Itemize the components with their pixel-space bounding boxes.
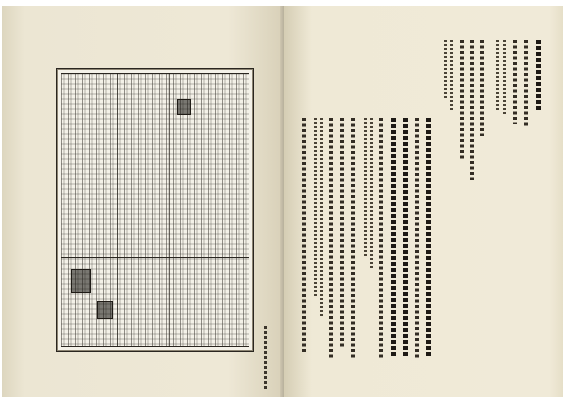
left-running-head <box>30 50 90 57</box>
right-page-body-text <box>284 6 285 7</box>
text-column <box>351 118 355 358</box>
plate-seal-stamp <box>177 99 191 115</box>
plate-bottom-rule <box>61 346 249 347</box>
plate-caption-text <box>260 326 261 327</box>
text-column <box>444 40 447 100</box>
plate-caption-column <box>264 326 267 390</box>
text-column <box>470 40 474 180</box>
text-column <box>329 118 333 358</box>
plate-top-rule <box>61 73 249 74</box>
text-column <box>370 118 373 268</box>
text-column <box>320 118 323 318</box>
text-column <box>364 118 367 258</box>
text-column <box>426 118 431 358</box>
text-column <box>403 118 408 358</box>
plate-column-rule <box>169 73 170 347</box>
text-column <box>340 118 344 348</box>
text-column <box>536 40 541 112</box>
plate-caption <box>260 326 272 396</box>
plate-seal-stamp <box>97 301 113 319</box>
plate-seal-stamp <box>71 269 91 293</box>
text-column <box>314 118 317 298</box>
scanned-document-plate <box>56 68 254 352</box>
plate-column-rule <box>117 73 118 347</box>
plate-text-texture <box>61 73 249 347</box>
open-book-spread <box>2 6 563 397</box>
text-column <box>379 118 383 358</box>
text-column <box>496 40 499 110</box>
right-page <box>284 6 563 397</box>
text-column <box>460 40 464 160</box>
text-column <box>503 40 506 116</box>
text-column <box>513 40 517 124</box>
text-column <box>480 40 484 136</box>
text-column <box>302 118 306 354</box>
text-column <box>391 118 396 358</box>
text-column <box>450 40 453 110</box>
text-column <box>415 118 419 358</box>
text-column <box>524 40 528 126</box>
left-page <box>2 6 284 397</box>
plate-section-rule <box>61 257 249 258</box>
